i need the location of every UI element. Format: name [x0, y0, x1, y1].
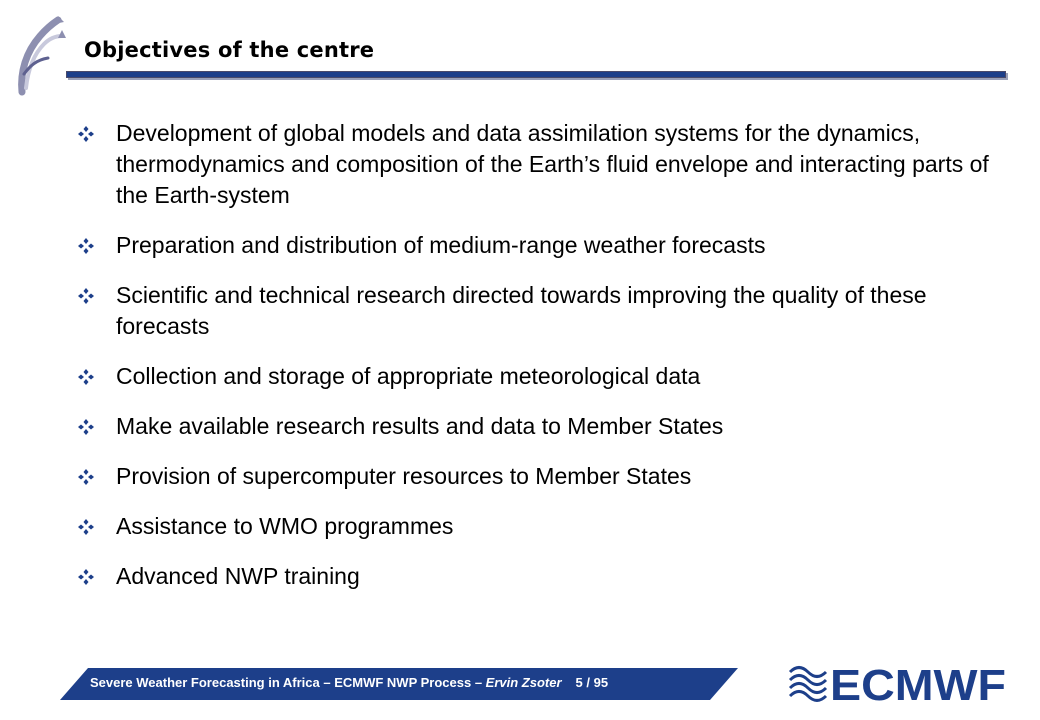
ecmwf-logo-icon [786, 660, 1008, 706]
diamond-bullet-icon [78, 511, 116, 542]
footer-caption [90, 675, 710, 690]
bullet-text: Provision of supercomputer resources to Member States [116, 463, 692, 489]
diamond-bullet-icon [78, 561, 116, 592]
list-item [78, 511, 1008, 542]
list-item [78, 118, 1008, 211]
ecmwf-swirl-logo-icon [14, 14, 66, 96]
diamond-bullet-icon [78, 361, 116, 392]
diamond-bullet-icon [78, 118, 116, 149]
list-item [78, 461, 1008, 492]
brand-logo-text: ECMWF [830, 661, 1006, 706]
page-number: 5 / 95 [575, 675, 609, 690]
footer-author: Ervin Zsoter [485, 675, 562, 690]
list-item [78, 280, 1008, 342]
list-item [78, 230, 1008, 261]
list-item [78, 361, 1008, 392]
diamond-bullet-icon [78, 411, 116, 442]
title-underline-bar [66, 71, 1006, 78]
slide-title: Objectives of the centre [84, 38, 375, 62]
footer-caption-text: Severe Weather Forecasting in Africa – ECMWF NWP Process – [90, 675, 486, 690]
bullet-text: Scientific and technical research directed towards improving the quality of these forecasts [116, 282, 927, 339]
list-item [78, 411, 1008, 442]
diamond-bullet-icon [78, 461, 116, 492]
diamond-bullet-icon [78, 230, 116, 261]
bullet-text: Assistance to WMO programmes [116, 513, 454, 539]
objectives-list [78, 118, 1008, 611]
bullet-text: Make available research results and data to Member States [116, 413, 724, 439]
bullet-text: Preparation and distribution of medium-range weather forecasts [116, 232, 766, 258]
bullet-text: Development of global models and data assimilation systems for the dynamics, thermodynamics and composition of the Earth’s fluid envelope and interacting parts of the Earth-system [116, 120, 989, 208]
bullet-text: Collection and storage of appropriate meteorological data [116, 363, 701, 389]
diamond-bullet-icon [78, 280, 116, 311]
list-item [78, 561, 1008, 592]
bullet-text: Advanced NWP training [116, 563, 360, 589]
